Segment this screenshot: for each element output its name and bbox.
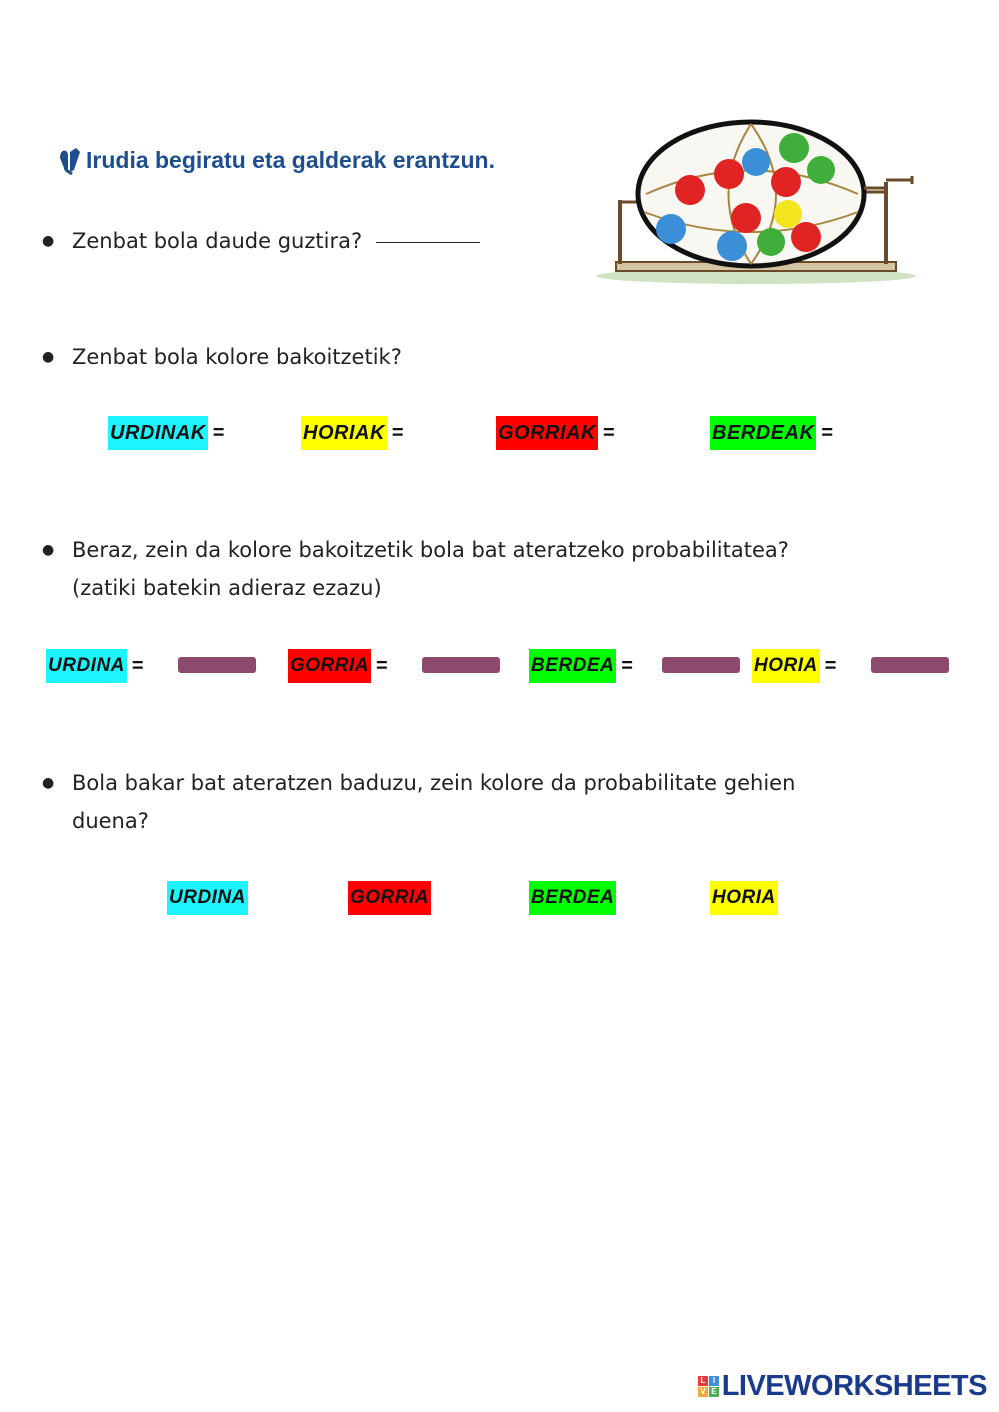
- question-2: [42, 338, 402, 376]
- question-4-line-2: duena?: [72, 809, 149, 833]
- count-urdinak: URDINAK =: [108, 416, 224, 450]
- probability-horia-answer[interactable]: [871, 657, 949, 673]
- question-2-text: Zenbat bola kolore bakoitzetik?: [72, 345, 402, 369]
- question-4-line-1: Bola bakar bat ateratzen baduzu, zein kolore da probabilitate gehien: [72, 771, 796, 795]
- count-horiak: HORIAK =: [301, 416, 404, 450]
- label-urdina: URDINA: [46, 649, 127, 683]
- label-berdea: BERDEA: [529, 649, 616, 683]
- question-4: [42, 764, 796, 840]
- total-answer-blank[interactable]: [376, 242, 480, 243]
- probability-horia: HORIA =: [752, 649, 836, 683]
- worksheet-title: [56, 144, 495, 176]
- question-1-text: Zenbat bola daude guztira?: [72, 229, 363, 253]
- count-berdeak: BERDEAK =: [710, 416, 833, 450]
- choice-gorria[interactable]: GORRIA: [348, 881, 431, 915]
- question-3-line-2: (zatiki batekin adieraz ezazu): [72, 576, 382, 600]
- bullet-icon: ●: [42, 775, 55, 791]
- label-horia: HORIA: [752, 649, 820, 683]
- choice-horia[interactable]: HORIA: [710, 881, 778, 915]
- question-3-line-1: Beraz, zein da kolore bakoitzetik bola bat ateratzeko probabilitatea?: [72, 538, 789, 562]
- logo-badge-icon: L I V E: [698, 1376, 719, 1397]
- probability-urdina-answer[interactable]: [178, 657, 256, 673]
- pencil-hand-icon: [56, 144, 84, 176]
- probability-berdea: BERDEA =: [529, 649, 633, 683]
- bullet-icon: ●: [42, 542, 55, 558]
- count-gorriak: GORRIAK =: [496, 416, 615, 450]
- choice-urdina[interactable]: URDINA: [167, 881, 248, 915]
- lottery-drum-image: [586, 112, 920, 292]
- liveworksheets-logo: [698, 1370, 987, 1403]
- label-horiak: HORIAK: [301, 416, 387, 450]
- label-gorriak: GORRIAK: [496, 416, 598, 450]
- question-3: [42, 531, 789, 607]
- question-1: [42, 222, 480, 260]
- bullet-icon: ●: [42, 349, 55, 365]
- probability-gorria: GORRIA =: [288, 649, 388, 683]
- label-urdinak: URDINAK: [108, 416, 208, 450]
- label-gorria: GORRIA: [288, 649, 371, 683]
- bullet-icon: ●: [42, 233, 55, 249]
- label-berdeak: BERDEAK: [710, 416, 816, 450]
- probability-gorria-answer[interactable]: [422, 657, 500, 673]
- choice-berdea[interactable]: BERDEA: [529, 881, 616, 915]
- title-text: Irudia begiratu eta galderak erantzun.: [86, 146, 495, 173]
- probability-berdea-answer[interactable]: [662, 657, 740, 673]
- probability-urdina: URDINA =: [46, 649, 144, 683]
- logo-text: LIVEWORKSHEETS: [721, 1370, 987, 1402]
